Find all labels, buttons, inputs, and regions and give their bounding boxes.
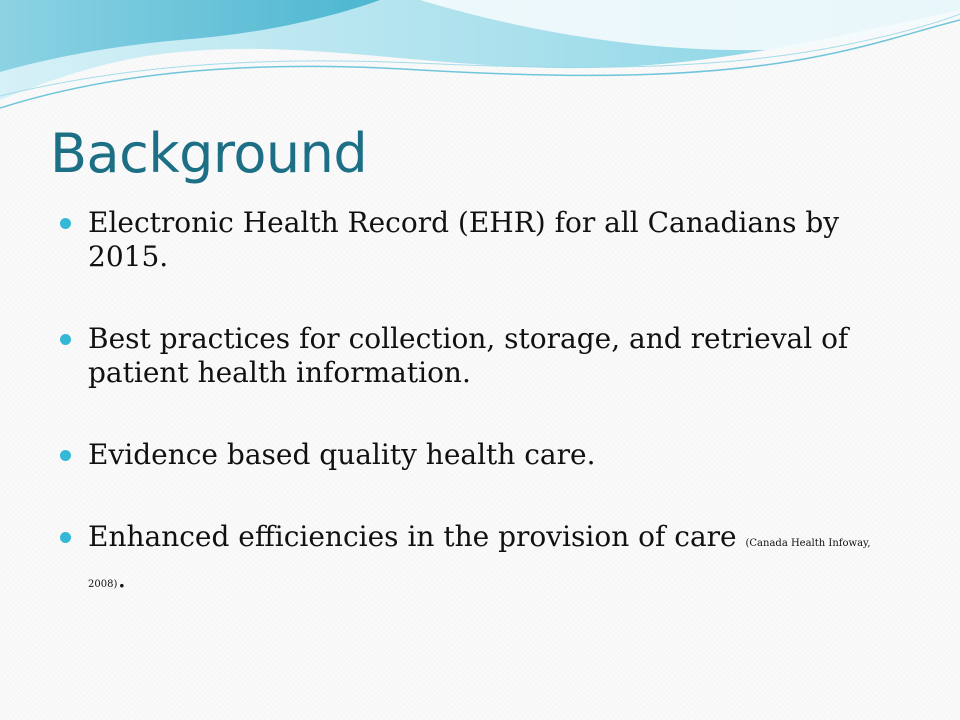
bullet-item-efficiencies (60, 520, 890, 602)
bullet-dot-icon (60, 532, 71, 543)
bullet-dot-icon (60, 450, 71, 461)
bullet-item-ehr (60, 206, 890, 274)
slide-title: Background (50, 122, 368, 185)
bullet-dot-icon (60, 334, 71, 345)
bullet-dot-icon (60, 218, 71, 229)
bullet-trailing-period: . (117, 561, 127, 594)
bullet-text: Enhanced efficiencies in the provision of care (88, 520, 746, 553)
bullet-item-evidence (60, 438, 890, 472)
bullet-text: Electronic Health Record (EHR) for all Canadians by 2015. (88, 206, 840, 273)
bullet-list (60, 206, 890, 602)
bullet-item-best-practices (60, 322, 890, 390)
header-wave-decoration (0, 0, 960, 130)
bullet-citation: (Canada Health Infoway, 2008) (88, 538, 871, 590)
bullet-text: Best practices for collection, storage, and retrieval of patient health information. (88, 322, 849, 389)
bullet-text: Evidence based quality health care. (88, 438, 596, 471)
